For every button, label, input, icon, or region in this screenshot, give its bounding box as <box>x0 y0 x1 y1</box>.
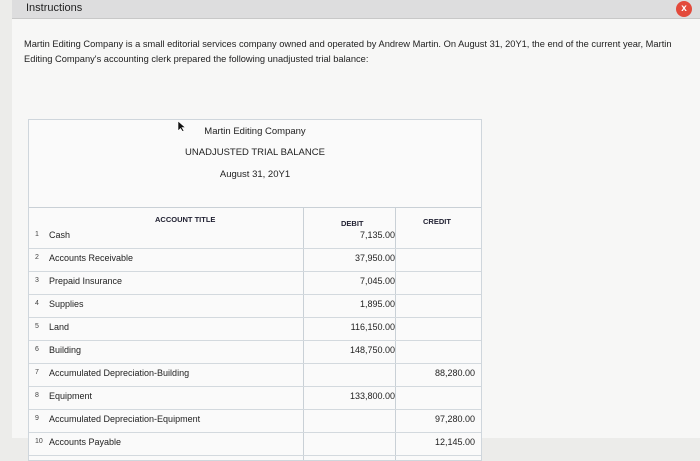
row-number: 6 <box>35 346 39 353</box>
window-title: Instructions <box>26 2 83 14</box>
row-number: 2 <box>35 254 39 261</box>
table-row <box>29 318 481 341</box>
sheet-header <box>29 120 481 190</box>
table-row <box>29 295 481 318</box>
credit-cell[interactable]: 88,280.00 <box>434 368 475 378</box>
account-title-cell: Accounts Payable <box>49 437 122 447</box>
credit-header: CREDIT <box>423 217 451 226</box>
table-row <box>29 341 481 364</box>
table-row <box>29 249 481 272</box>
debit-cell[interactable]: 148,750.00 <box>349 345 395 355</box>
row-number: 1 <box>35 231 39 238</box>
account-title-cell: Accumulated Depreciation-Building <box>49 368 190 378</box>
account-title-header: ACCOUNT TITLE <box>155 215 216 224</box>
header-divider <box>29 207 481 208</box>
table-row <box>29 433 481 456</box>
debit-cell[interactable]: 116,150.00 <box>350 322 395 332</box>
window-titlebar <box>12 0 700 19</box>
row-number: 3 <box>35 277 39 284</box>
debit-cell[interactable]: 7,045.00 <box>359 276 395 286</box>
debit-cell[interactable]: 7,135.00 <box>359 230 395 240</box>
account-title-cell: Equipment <box>49 391 93 401</box>
account-title-cell: Supplies <box>49 299 84 309</box>
row-number: 10 <box>35 438 43 445</box>
row-divider <box>29 455 481 456</box>
row-number: 7 <box>35 369 39 376</box>
credit-cell[interactable]: 12,145.00 <box>434 437 475 447</box>
close-icon[interactable]: x <box>676 1 692 17</box>
instructions-text: Martin Editing Company is a small editorial services company owned and operated by Andrew Martin. On August 31, 20Y1, the end of the current year, Martin Editing Company's accounting clerk prepared the following unadjusted trial balance: <box>24 39 672 64</box>
row-number: 5 <box>35 323 39 330</box>
debit-cell[interactable]: 37,950.00 <box>354 253 395 263</box>
credit-cell[interactable]: 97,280.00 <box>434 414 475 424</box>
account-title-cell: Accounts Receivable <box>49 253 134 263</box>
account-title-cell: Prepaid Insurance <box>49 276 123 286</box>
report-title: UNADJUSTED TRIAL BALANCE <box>185 147 325 158</box>
row-number: 4 <box>35 300 39 307</box>
table-row <box>29 226 481 249</box>
table-row <box>29 387 481 410</box>
account-title-cell: Accumulated Depreciation-Equipment <box>49 414 201 424</box>
row-number: 8 <box>35 392 39 399</box>
account-title-cell: Cash <box>49 230 71 240</box>
table-row <box>29 364 481 387</box>
debit-cell[interactable]: 133,800.00 <box>349 391 395 401</box>
table-row <box>29 272 481 295</box>
company-name: Martin Editing Company <box>204 126 306 137</box>
row-number: 9 <box>35 415 39 422</box>
account-title-cell: Building <box>49 345 82 355</box>
content-panel <box>12 19 700 447</box>
debit-cell[interactable]: 1,895.00 <box>359 299 395 309</box>
debit-header: DEBIT <box>341 219 364 228</box>
trial-balance-sheet <box>28 119 482 461</box>
account-title-cell: Land <box>49 322 70 332</box>
table-row <box>29 410 481 433</box>
report-date: August 31, 20Y1 <box>219 169 291 180</box>
